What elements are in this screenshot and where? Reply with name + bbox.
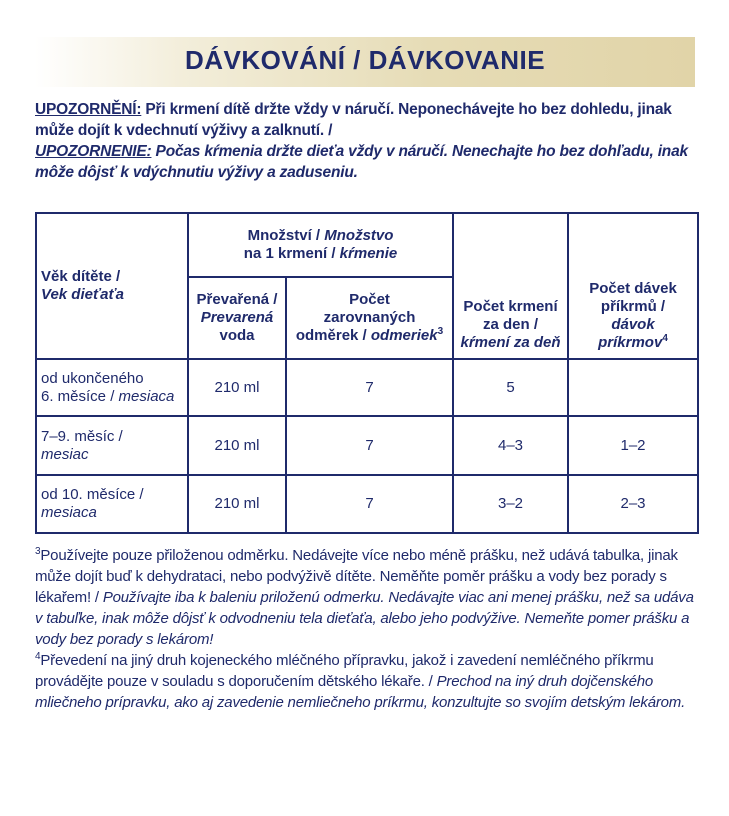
header-amount-cz: Množství /	[247, 227, 325, 244]
table-row	[36, 475, 698, 533]
row-age-cz: od ukončeného	[41, 369, 144, 387]
header-water-tail: voda	[219, 327, 255, 344]
footnote-4-sk: Prechod na iný druh dojčenského mliečneho prípravku, ako aj zavedenie nemliečneho príkrmu, konzultujte so svojím detským lekárom.	[35, 673, 686, 711]
header-amount	[188, 213, 453, 277]
header-amount-line2-cz: na 1 krmení /	[243, 245, 340, 262]
header-scoops-cz: odměrek /	[295, 327, 371, 344]
footnote-3-cz: Používejte pouze přiloženou odměrku. Nedávejte více nebo méně prášku, než udává tabulka, jinak může dojít buď k dehydrataci, nebo podvýživě dítěte. Neměňte poměr prášku a vody bez porady s lékařem! /	[35, 547, 678, 606]
row-cereal: 1–2	[568, 416, 698, 475]
row-age	[36, 416, 188, 475]
row-age-sk: mesiaca	[118, 387, 175, 405]
row-age-cz: od 10. měsíce /	[41, 486, 144, 503]
table-row	[36, 359, 698, 416]
row-scoops: 7	[286, 359, 453, 416]
header-age-cz: Věk dítěte /	[41, 268, 121, 285]
header-amount-line2-sk: kŕmenie	[339, 245, 398, 262]
row-age-sk: mesiaca	[41, 504, 97, 521]
row-age-cz: 7–9. měsíc /	[41, 427, 123, 445]
warning-text-cz: Při krmení dítě držte vždy v náručí. Neponechávejte ho bez dohledu, jinak může dojít k vdechnutí výživy a zalknutí. /	[35, 101, 672, 139]
header-feeds-sk: kŕmení za deň	[460, 334, 561, 351]
footnote-4-mark: 4	[35, 651, 41, 662]
header-age	[36, 213, 188, 359]
header-scoops-line1: Počet	[349, 291, 390, 308]
row-feeds: 3–2	[453, 475, 568, 533]
footnote-ref-4: 4	[662, 333, 668, 344]
header-water-sk: Prevarená	[200, 309, 274, 326]
row-cereal: 2–3	[568, 475, 698, 533]
header-feeds-line1: Počet krmení	[463, 298, 558, 315]
warning-block	[35, 99, 700, 183]
warning-text-sk: Počas kŕmenia držte dieťa vždy v náručí. Nenechajte ho bez dohľadu, inak môže dôjsť k vdýchnutiu výživy a zaduseniu.	[35, 143, 688, 181]
row-scoops: 7	[286, 475, 453, 533]
dosage-table	[35, 212, 699, 534]
footnote-ref-3: 3	[437, 326, 444, 337]
row-water: 210 ml	[188, 359, 286, 416]
row-scoops: 7	[286, 416, 453, 475]
table-row	[36, 416, 698, 475]
header-age-sk: Vek dieťaťa	[41, 286, 125, 303]
footnote-3-mark: 3	[35, 546, 41, 557]
header-water-cz: Převařená /	[196, 291, 278, 308]
row-age	[36, 475, 188, 533]
row-feeds: 5	[453, 359, 568, 416]
header-scoops-line2: zarovnaných	[323, 309, 416, 326]
row-age-sk: mesiac	[41, 445, 89, 463]
row-age-cz2: 6. měsíce /	[41, 387, 119, 405]
warning-label-sk: UPOZORNENIE:	[35, 143, 152, 160]
header-cereal-sk1: dávok	[611, 316, 655, 333]
header-amount-sk: Množstvo	[324, 227, 394, 244]
header-scoops-sk: odmeriek	[370, 327, 438, 344]
header-cereal	[568, 213, 698, 359]
footnote-4	[35, 650, 700, 713]
footnote-3-sk: Používajte iba k baleniu priloženú odmerku. Nedávajte viac ani menej prášku, než sa udáva v tabuľke, inak môže dôjsť k odvodneniu tela dieťaťa, alebo jeho podvýžive. Nemeňte pomer prášku a vody bez porady s lekárom!	[35, 589, 694, 648]
header-cereal-sk2: príkrmov	[598, 334, 663, 351]
warning-label-cz: UPOZORNĚNÍ:	[35, 101, 142, 118]
footnotes	[35, 545, 700, 713]
row-water: 210 ml	[188, 475, 286, 533]
page-title: DÁVKOVÁNÍ / DÁVKOVANIE	[184, 45, 546, 75]
header-scoops	[286, 277, 453, 359]
header-cereal-line2: příkrmů /	[600, 298, 666, 315]
row-water: 210 ml	[188, 416, 286, 475]
footnote-3	[35, 545, 700, 650]
header-feeds-line2: za den /	[483, 316, 539, 333]
row-age	[36, 359, 188, 416]
title-banner	[35, 37, 695, 87]
row-feeds: 4–3	[453, 416, 568, 475]
row-cereal	[568, 359, 698, 416]
header-feeds	[453, 213, 568, 359]
footnote-4-cz: Převedení na jiný druh kojeneckého mléčného přípravku, jakož i zavedení nemléčného příkrmu provádějte pouze v souladu s doporučením dětského lékaře. /	[35, 652, 654, 690]
header-cereal-line1: Počet dávek	[589, 280, 677, 297]
header-water	[188, 277, 286, 359]
